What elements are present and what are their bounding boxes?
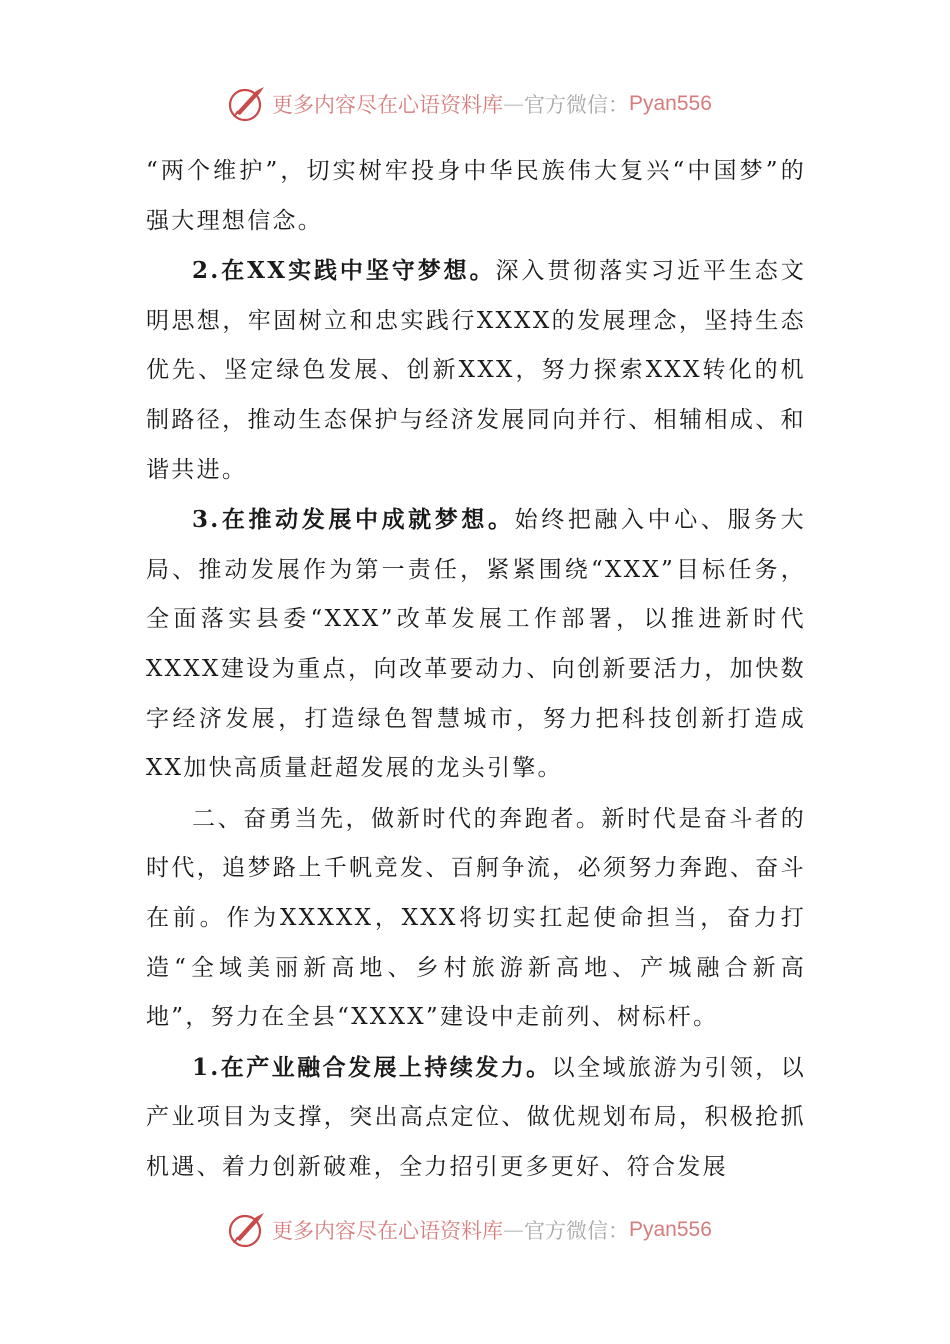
- paragraph-text: “两个维护”，切实树牢投身中华民族伟大复兴“中国梦”的强大理想信念。: [146, 158, 806, 234]
- banner-wechat-id: Pyan556: [629, 92, 712, 115]
- paragraph-lead: 1.在产业融合发展上持续发力。: [192, 1053, 552, 1081]
- paragraph-text: 深入贯彻落实习近平生态文明思想，牢固树立和忠实践行XXXX的发展理念，坚持生态优先、坚定绿色发展、创新XXX，努力探索XXX转化的机制路径，推动生态保护与经济发展同向并行、相辅相成、和谐共进。: [146, 258, 806, 483]
- banner-slogan: 更多内容尽在心语资料库: [272, 93, 503, 117]
- banner-slogan: 更多内容尽在心语资料库: [272, 1219, 503, 1243]
- paragraph-text: 以全域旅游为引领，以产业项目为支撑，突出高点定位、做优规划布局，积极抢抓机遇、着力创新破难，全力招引更多更好、符合发展: [146, 1054, 807, 1180]
- pen-quill-logo-icon: [226, 83, 268, 125]
- banner-separator: —: [503, 1218, 524, 1242]
- banner-wechat-label: 官方微信：: [524, 93, 629, 117]
- footer-banner: [226, 1208, 712, 1252]
- paragraph-lead: 3.在推动发展中成就梦想。: [192, 506, 515, 534]
- paragraph-4: [146, 794, 806, 1043]
- paragraph-3: [146, 495, 806, 794]
- banner-wechat-label: 官方微信：: [524, 1219, 629, 1243]
- header-banner: [226, 82, 712, 126]
- banner-wechat-id: Pyan556: [629, 1218, 712, 1241]
- paragraph-2: [146, 246, 806, 495]
- paragraph-text: 始终把融入中心、服务大局、推动发展作为第一责任，紧紧围绕“XXX”目标任务，全面落实县委“XXX”改革发展工作部署，以推进新时代XXXX建设为重点，向改革要动力、向创新要活力，加快数字经济发展，打造绿色智慧城市，努力把科技创新打造成XX加快高质量赶超发展的龙头引擎。: [146, 507, 806, 782]
- banner-separator: —: [503, 92, 524, 116]
- paragraph-lead: 2.在XX实践中坚守梦想。: [192, 257, 496, 285]
- document-body: [146, 146, 806, 1192]
- pen-quill-logo-icon: [226, 1209, 268, 1251]
- paragraph-5: [146, 1043, 806, 1193]
- paragraph-text: 二、奋勇当先，做新时代的奔跑者。新时代是奋斗者的时代，追梦路上千帆竞发、百舸争流，必须努力奔跑、奋斗在前。作为XXXXX，XXX将切实扛起使命担当，奋力打造“全域美丽新高地、乡村旅游新高地、产城融合新高地”，努力在全县“XXXX”建设中走前列、树标杆。: [146, 805, 806, 1031]
- paragraph-1: [146, 146, 806, 246]
